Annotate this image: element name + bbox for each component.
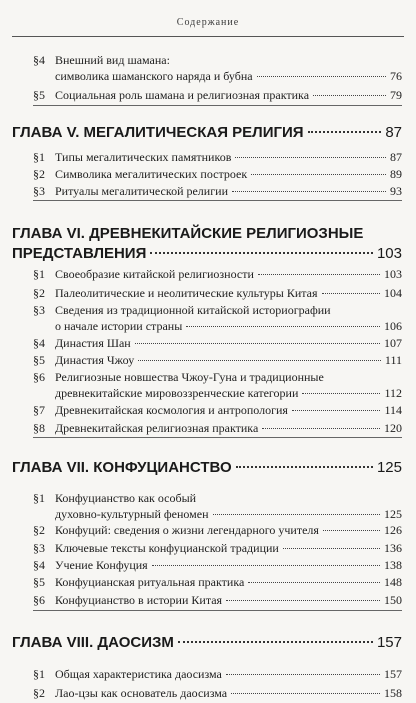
dot-leader xyxy=(235,157,386,158)
toc-entry xyxy=(33,302,402,334)
toc-line xyxy=(55,557,402,573)
entry-body xyxy=(55,420,402,436)
toc-line xyxy=(55,335,402,351)
chapter-title: ГЛАВА VI. ДРЕВНЕКИТАЙСКИЕ РЕЛИГИОЗНЫЕ xyxy=(12,225,364,242)
page-number: 126 xyxy=(384,523,402,537)
entry-body xyxy=(55,592,402,608)
toc-line xyxy=(55,68,402,84)
dot-leader xyxy=(292,410,380,411)
dot-leader xyxy=(262,428,380,429)
toc-entry xyxy=(33,666,402,682)
page-number: 158 xyxy=(384,686,402,700)
toc-line xyxy=(55,574,402,590)
chapter-title: ГЛАВА VII. КОНФУЦИАНСТВО xyxy=(12,459,232,476)
dot-leader xyxy=(135,343,380,344)
section-number: §4 xyxy=(33,53,45,67)
entry-body xyxy=(55,87,402,103)
toc-line xyxy=(55,149,402,165)
entry-title: Ключевые тексты конфуцианской традиции xyxy=(55,541,279,555)
toc-line xyxy=(55,506,402,522)
toc-entry xyxy=(33,285,402,301)
section-number: §4 xyxy=(33,336,45,350)
toc-entry xyxy=(33,490,402,522)
entry-body xyxy=(55,52,402,84)
page-number: 136 xyxy=(384,541,402,555)
page-number: 103 xyxy=(376,245,402,262)
toc-line xyxy=(55,369,402,385)
entry-title: Палеолитические и неолитические культуры Китая xyxy=(55,286,318,300)
entry-body xyxy=(55,149,402,165)
entry-body xyxy=(55,335,402,351)
toc-line xyxy=(55,420,402,436)
page-number: 157 xyxy=(376,634,402,651)
entry-title: о начале истории страны xyxy=(55,319,183,333)
page-number: 112 xyxy=(384,386,402,400)
toc-line xyxy=(55,166,402,182)
entry-body xyxy=(55,490,402,522)
entry-body xyxy=(55,557,402,573)
entry-body xyxy=(55,685,402,701)
section-number: §1 xyxy=(33,267,45,281)
dot-leader xyxy=(236,466,373,468)
page-number: 87 xyxy=(385,124,402,141)
entry-title: Типы мегалитических памятников xyxy=(55,150,232,164)
page-number: 107 xyxy=(384,336,402,350)
entry-title: символика шаманского наряда и бубна xyxy=(55,69,253,83)
entry-title: Конфуцианская ритуальная практика xyxy=(55,575,245,589)
chapter-heading xyxy=(12,123,402,143)
toc-line xyxy=(55,318,402,334)
page-number: 125 xyxy=(376,459,402,476)
toc-line xyxy=(55,522,402,538)
section-number: §4 xyxy=(33,558,45,572)
section-number: §5 xyxy=(33,575,45,589)
toc-line xyxy=(55,87,402,103)
entry-title: Конфуцианство в истории Китая xyxy=(55,593,223,607)
toc-entry xyxy=(33,557,402,573)
section-rule xyxy=(33,437,402,438)
entry-title: Сведения из традиционной китайской историографии xyxy=(55,303,331,317)
dot-leader xyxy=(302,393,380,394)
toc-line xyxy=(55,685,402,701)
dot-leader xyxy=(231,693,380,694)
toc-entry xyxy=(33,352,402,368)
toc-line xyxy=(55,52,402,68)
toc-entry xyxy=(33,592,402,608)
toc-entry xyxy=(33,166,402,182)
section-number: §1 xyxy=(33,491,45,505)
toc-line xyxy=(12,224,402,244)
entry-body xyxy=(55,166,402,182)
entry-body xyxy=(55,285,402,301)
section-number: §5 xyxy=(33,353,45,367)
section-number: §7 xyxy=(33,403,45,417)
toc-entry xyxy=(33,540,402,556)
toc-entry xyxy=(33,402,402,418)
toc-entry xyxy=(33,574,402,590)
chapter-heading xyxy=(12,224,402,264)
toc-line xyxy=(55,540,402,556)
entry-title: Символика мегалитических построек xyxy=(55,167,248,181)
entry-title: Общая характеристика даосизма xyxy=(55,667,222,681)
entry-body xyxy=(55,522,402,538)
dot-leader xyxy=(138,360,381,361)
entry-body xyxy=(55,183,402,199)
section-number: §2 xyxy=(33,286,45,300)
page-number: 87 xyxy=(390,150,402,164)
dot-leader xyxy=(152,565,380,566)
dot-leader xyxy=(283,548,380,549)
header-rule xyxy=(12,36,404,37)
toc-entry xyxy=(33,52,402,84)
section-number: §3 xyxy=(33,303,45,317)
section-number: §6 xyxy=(33,370,45,384)
section-number: §6 xyxy=(33,593,45,607)
toc-line xyxy=(55,302,402,318)
page-number: 125 xyxy=(384,507,402,521)
entry-title: Конфуций: сведения о жизни легендарного учителя xyxy=(55,523,319,537)
entry-title: древнекитайские мировоззренческие категории xyxy=(55,386,299,400)
dot-leader xyxy=(186,326,380,327)
toc-line xyxy=(55,592,402,608)
toc-entry xyxy=(33,183,402,199)
toc-entry xyxy=(33,266,402,282)
toc-line xyxy=(12,458,402,478)
dot-leader xyxy=(313,95,386,96)
section-number: §1 xyxy=(33,667,45,681)
dot-leader xyxy=(226,600,380,601)
dot-leader xyxy=(213,514,381,515)
toc-line xyxy=(55,352,402,368)
toc-line xyxy=(55,266,402,282)
page-number: 120 xyxy=(384,421,402,435)
page-number: 138 xyxy=(384,558,402,572)
toc-line xyxy=(12,244,402,264)
entry-body xyxy=(55,266,402,282)
entry-body xyxy=(55,369,402,401)
toc-entry xyxy=(33,522,402,538)
toc-entry xyxy=(33,420,402,436)
page-number: 103 xyxy=(384,267,402,281)
entry-title: Своеобразие китайской религиозности xyxy=(55,267,254,281)
toc-line xyxy=(12,123,402,143)
toc-entry xyxy=(33,149,402,165)
section-number: §3 xyxy=(33,184,45,198)
entry-body xyxy=(55,574,402,590)
entry-title: Лао-цзы как основатель даосизма xyxy=(55,686,228,700)
page-number: 150 xyxy=(384,593,402,607)
page-number: 111 xyxy=(384,353,402,367)
toc-line xyxy=(55,285,402,301)
page-number: 157 xyxy=(384,667,402,681)
page-number: 79 xyxy=(390,88,402,102)
entry-title: Древнекитайская космология и антропология xyxy=(55,403,288,417)
page-number: 93 xyxy=(390,184,402,198)
dot-leader xyxy=(251,174,386,175)
section-number: §2 xyxy=(33,167,45,181)
entry-title: Династия Шан xyxy=(55,336,131,350)
section-number: §8 xyxy=(33,421,45,435)
entry-title: Религиозные новшества Чжоу-Гуна и традиционные xyxy=(55,370,324,384)
section-rule xyxy=(33,200,402,201)
toc-entry xyxy=(33,87,402,103)
toc-line xyxy=(55,490,402,506)
section-number: §5 xyxy=(33,88,45,102)
section-number: §1 xyxy=(33,150,45,164)
section-number: §2 xyxy=(33,523,45,537)
toc-line xyxy=(55,385,402,401)
dot-leader xyxy=(232,191,386,192)
entry-body xyxy=(55,666,402,682)
toc-entry xyxy=(33,369,402,401)
entry-body xyxy=(55,540,402,556)
dot-leader xyxy=(258,274,380,275)
toc-entry xyxy=(33,335,402,351)
entry-body xyxy=(55,402,402,418)
entry-title: Ритуалы мегалитической религии xyxy=(55,184,228,198)
dot-leader xyxy=(178,641,373,643)
entry-title: духовно-культурный феномен xyxy=(55,507,209,521)
entry-title: Династия Чжоу xyxy=(55,353,135,367)
chapter-title: ПРЕДСТАВЛЕНИЯ xyxy=(12,245,147,262)
dot-leader xyxy=(226,674,380,675)
page-number: 104 xyxy=(384,286,402,300)
chapter-title: ГЛАВА VIII. ДАОСИЗМ xyxy=(12,634,174,651)
toc-line xyxy=(55,666,402,682)
entry-body xyxy=(55,352,402,368)
page-number: 89 xyxy=(390,167,402,181)
entry-title: Социальная роль шамана и религиозная практика xyxy=(55,88,310,102)
toc-entry xyxy=(33,685,402,701)
dot-leader xyxy=(308,131,382,133)
dot-leader xyxy=(322,293,381,294)
section-rule xyxy=(33,105,402,106)
page-number: 114 xyxy=(384,403,402,417)
dot-leader xyxy=(150,252,373,254)
page-number: 106 xyxy=(384,319,402,333)
chapter-heading xyxy=(12,458,402,478)
section-number: §2 xyxy=(33,686,45,700)
entry-title: Конфуцианство как особый xyxy=(55,491,197,505)
toc-line xyxy=(55,402,402,418)
page-number: 148 xyxy=(384,575,402,589)
page-number: 76 xyxy=(390,69,402,83)
chapter-heading xyxy=(12,633,402,653)
dot-leader xyxy=(323,530,380,531)
chapter-title: ГЛАВА V. МЕГАЛИТИЧЕСКАЯ РЕЛИГИЯ xyxy=(12,124,304,141)
toc-line xyxy=(55,183,402,199)
toc-line xyxy=(12,633,402,653)
section-number: §3 xyxy=(33,541,45,555)
section-rule xyxy=(33,610,402,611)
entry-title: Учение Конфуция xyxy=(55,558,148,572)
entry-title: Внешний вид шамана: xyxy=(55,53,170,67)
running-head: Содержание xyxy=(176,17,240,28)
entry-body xyxy=(55,302,402,334)
dot-leader xyxy=(257,76,386,77)
dot-leader xyxy=(248,582,380,583)
entry-title: Древнекитайская религиозная практика xyxy=(55,421,259,435)
